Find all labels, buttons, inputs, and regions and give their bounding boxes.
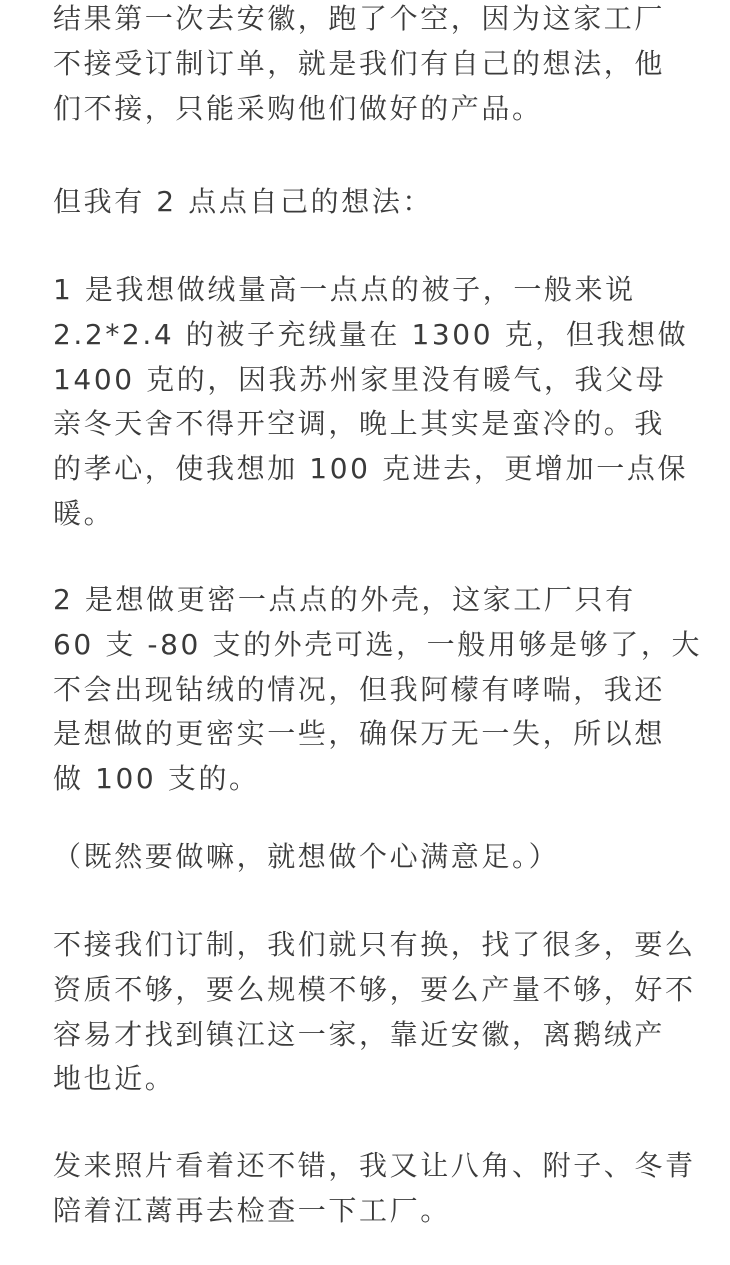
text-line: 是想做的更密实一些，确保万无一失，所以想 bbox=[53, 717, 666, 751]
paragraph-first-trip bbox=[53, 0, 665, 131]
text-line: 容易才找到镇江这一家，靠近安徽，离鹅绒产 bbox=[53, 1017, 666, 1051]
text-line: 陪着江蓠再去检查一下工厂。 bbox=[53, 1193, 451, 1227]
paragraph-idea-one-fill-weight bbox=[53, 268, 688, 537]
text-line: 暖。 bbox=[53, 496, 115, 530]
text-line: （既然要做嘛，就想做个心满意足。） bbox=[53, 840, 560, 873]
text-line: 资质不够，要么规模不够，要么产量不够，好不 bbox=[53, 972, 696, 1006]
text-line: 2.2*2.4 的被子充绒量在 1300 克，但我想做 bbox=[53, 317, 689, 351]
text-line: 1 是我想做绒量高一点点的被子，一般来说 bbox=[53, 273, 636, 306]
paragraph-idea-two-shell-density bbox=[53, 578, 702, 802]
text-line: 但我有 2 点点自己的想法： bbox=[53, 185, 434, 218]
paragraph-inspection bbox=[53, 1144, 696, 1234]
text-line: 结果第一次去安徽，跑了个空，因为这家工厂 bbox=[53, 2, 666, 35]
paragraph-aside bbox=[53, 835, 559, 880]
text-line: 做 100 支的。 bbox=[53, 762, 260, 796]
text-line: 不会出现钻绒的情况，但我阿檬有哮喘，我还 bbox=[53, 672, 666, 706]
text-line: 60 支 -80 支的外壳可选，一般用够是够了，大 bbox=[53, 627, 703, 661]
text-line: 们不接，只能采购他们做好的产品。 bbox=[53, 91, 543, 125]
text-line: 2 是想做更密一点点的外壳，这家工厂只有 bbox=[53, 583, 636, 616]
text-line: 不接受订制订单，就是我们有自己的想法，他 bbox=[53, 46, 666, 80]
text-line: 不接我们订制，我们就只有换，找了很多，要么 bbox=[53, 928, 696, 961]
text-line: 发来照片看着还不错，我又让八角、附子、冬青 bbox=[53, 1149, 696, 1182]
text-line: 的孝心，使我想加 100 克进去，更增加一点保 bbox=[53, 452, 689, 486]
text-line: 亲冬天舍不得开空调，晚上其实是蛮冷的。我 bbox=[53, 407, 666, 441]
paragraph-two-ideas-intro bbox=[53, 180, 433, 225]
paragraph-find-new-factory bbox=[53, 923, 696, 1102]
text-line: 地也近。 bbox=[53, 1062, 176, 1096]
text-line: 1400 克的，因我苏州家里没有暖气，我父母 bbox=[53, 362, 667, 396]
